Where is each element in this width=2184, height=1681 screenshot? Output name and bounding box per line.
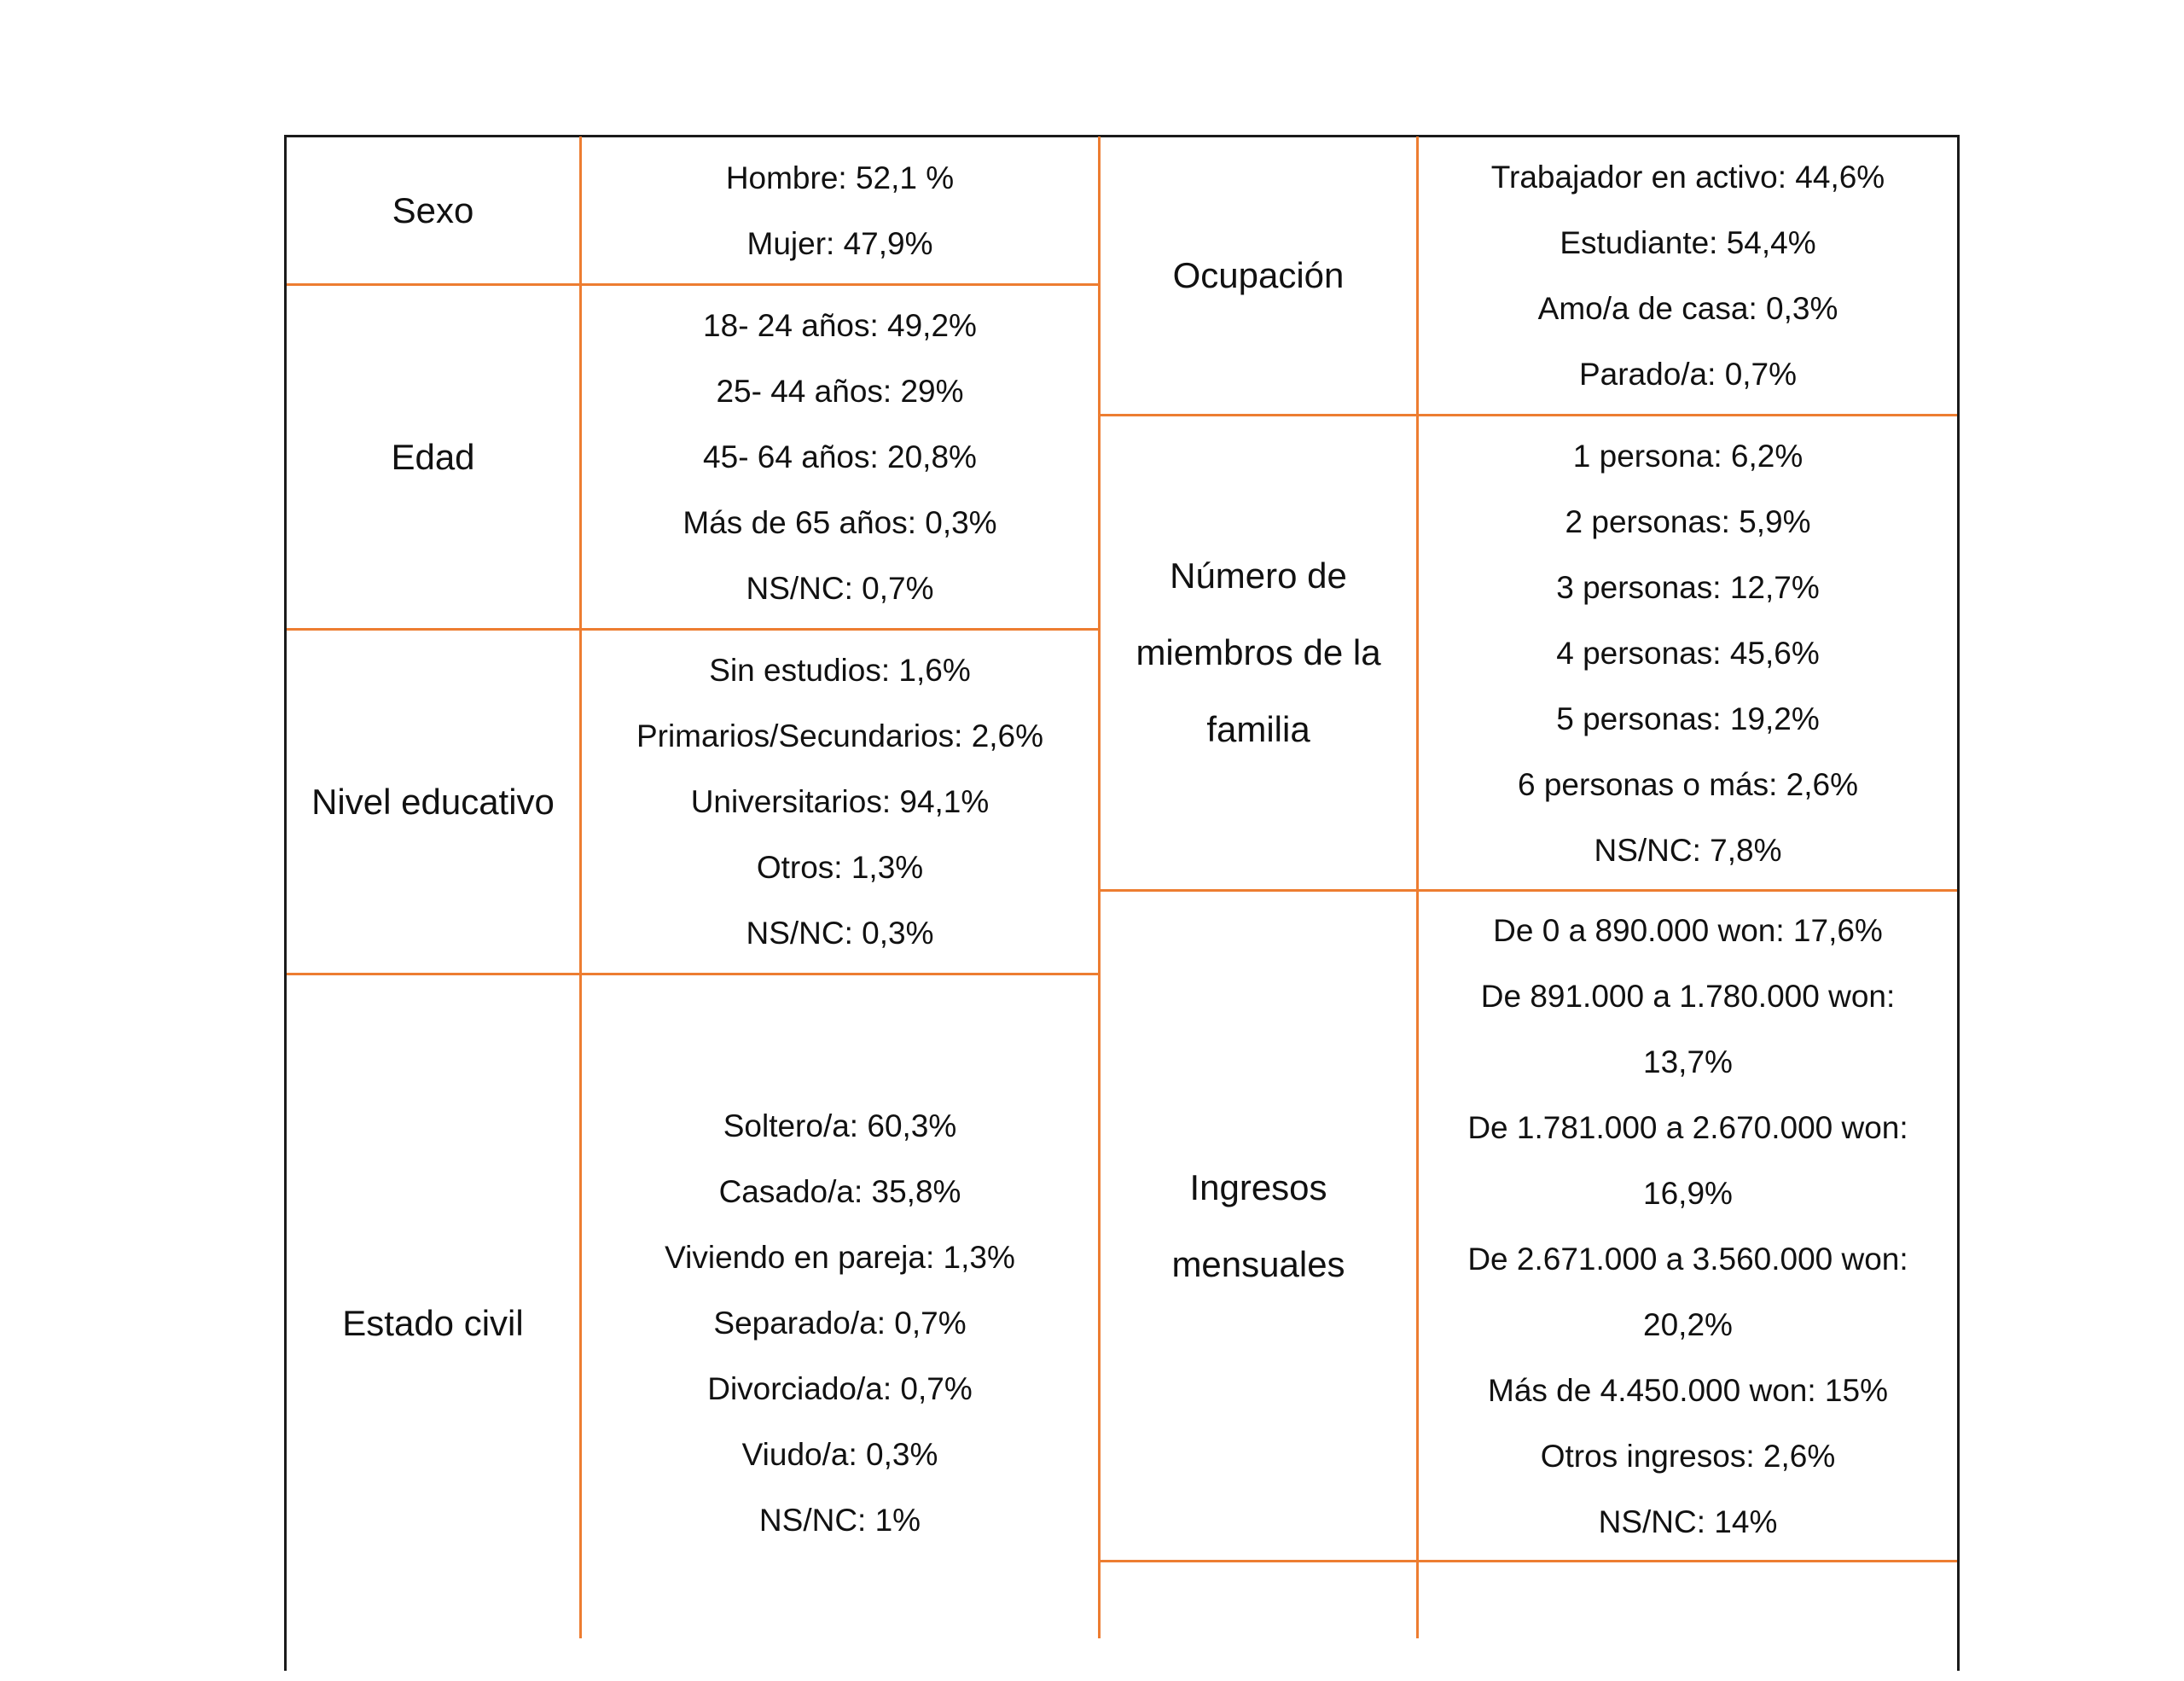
label-line: Número de xyxy=(1170,555,1347,596)
value-item: 16,9% xyxy=(1643,1175,1733,1211)
value-item: De 1.781.000 a 2.670.000 won: xyxy=(1467,1109,1908,1145)
value-item: Separado/a: 0,7% xyxy=(713,1306,967,1341)
value-item: 18- 24 años: 49,2% xyxy=(703,308,977,343)
value-item: Viudo/a: 0,3% xyxy=(741,1437,938,1472)
value-item: Parado/a: 0,7% xyxy=(1578,357,1798,392)
row-label-nivel-educativo: Nivel educativo xyxy=(311,781,555,822)
value-item: Sin estudios: 1,6% xyxy=(709,653,971,688)
value-item: 6 personas o más: 2,6% xyxy=(1518,766,1858,802)
value-item: 13,7% xyxy=(1643,1044,1733,1079)
row-values-edad xyxy=(582,286,1098,628)
row-values-estado-civil xyxy=(582,975,1098,1681)
value-item: De 0 a 890.000 won: 17,6% xyxy=(1493,912,1883,948)
value-item: 45- 64 años: 20,8% xyxy=(703,439,977,474)
value-item: Trabajador en activo: 44,6% xyxy=(1490,160,1885,195)
value-item: NS/NC: 0,7% xyxy=(746,571,934,606)
row-values-sexo xyxy=(582,137,1098,283)
row-label-edad: Edad xyxy=(391,436,475,477)
value-item: Viviendo en pareja: 1,3% xyxy=(665,1240,1015,1275)
value-item: 4 personas: 45,6% xyxy=(1556,635,1820,671)
row-values-numero-miembros xyxy=(1419,416,1957,889)
row-values-ocupacion xyxy=(1419,137,1957,414)
value-item: 2 personas: 5,9% xyxy=(1565,503,1811,539)
value-item: NS/NC: 14% xyxy=(1598,1504,1778,1539)
row-label-ingresos-mensuales xyxy=(1101,892,1416,1560)
value-item: NS/NC: 7,8% xyxy=(1594,832,1782,868)
value-item: 3 personas: 12,7% xyxy=(1556,569,1820,605)
value-item: Otros: 1,3% xyxy=(756,850,924,885)
value-item: NS/NC: 1% xyxy=(758,1503,921,1538)
value-item: Divorciado/a: 0,7% xyxy=(707,1371,973,1406)
label-line: miembros de la xyxy=(1136,632,1381,672)
row-label-ocupacion xyxy=(1101,137,1416,414)
value-item: Otros ingresos: 2,6% xyxy=(1540,1438,1836,1474)
row-values-nivel-educativo xyxy=(582,631,1098,973)
value-item: Amo/a de casa: 0,3% xyxy=(1537,291,1838,326)
value-item: Casado/a: 35,8% xyxy=(718,1174,961,1209)
row-values-ingresos-mensuales xyxy=(1419,892,1957,1560)
value-item: Estudiante: 54,4% xyxy=(1560,225,1816,260)
value-item: De 2.671.000 a 3.560.000 won: xyxy=(1467,1241,1908,1277)
row-label-estado-civil: Estado civil xyxy=(342,1302,524,1343)
value-item: Soltero/a: 60,3% xyxy=(723,1108,957,1143)
value-item: Primarios/Secundarios: 2,6% xyxy=(636,718,1044,753)
value-item: Más de 65 años: 0,3% xyxy=(682,505,997,540)
value-item: Universitarios: 94,1% xyxy=(690,784,990,819)
label-line: mensuales xyxy=(1171,1243,1345,1284)
value-item: NS/NC: 0,3% xyxy=(746,916,934,951)
value-item: 5 personas: 19,2% xyxy=(1556,701,1820,736)
value-item: Mujer: 47,9% xyxy=(746,225,933,261)
value-item: 20,2% xyxy=(1643,1306,1733,1342)
row-label-sexo: Sexo xyxy=(392,189,474,230)
value-item: De 891.000 a 1.780.000 won: xyxy=(1480,978,1896,1014)
label-line: familia xyxy=(1206,709,1310,749)
value-item: Hombre: 52,1 % xyxy=(725,160,955,195)
value-item: 25- 44 años: 29% xyxy=(716,374,964,409)
label-line: Ingresos xyxy=(1189,1166,1327,1207)
row-label-numero-miembros xyxy=(1101,416,1416,889)
grid-line xyxy=(1101,1560,1957,1562)
value-item: 1 persona: 6,2% xyxy=(1572,438,1804,474)
value-item: Más de 4.450.000 won: 15% xyxy=(1488,1372,1888,1408)
label-line: Ocupación xyxy=(1172,255,1345,295)
